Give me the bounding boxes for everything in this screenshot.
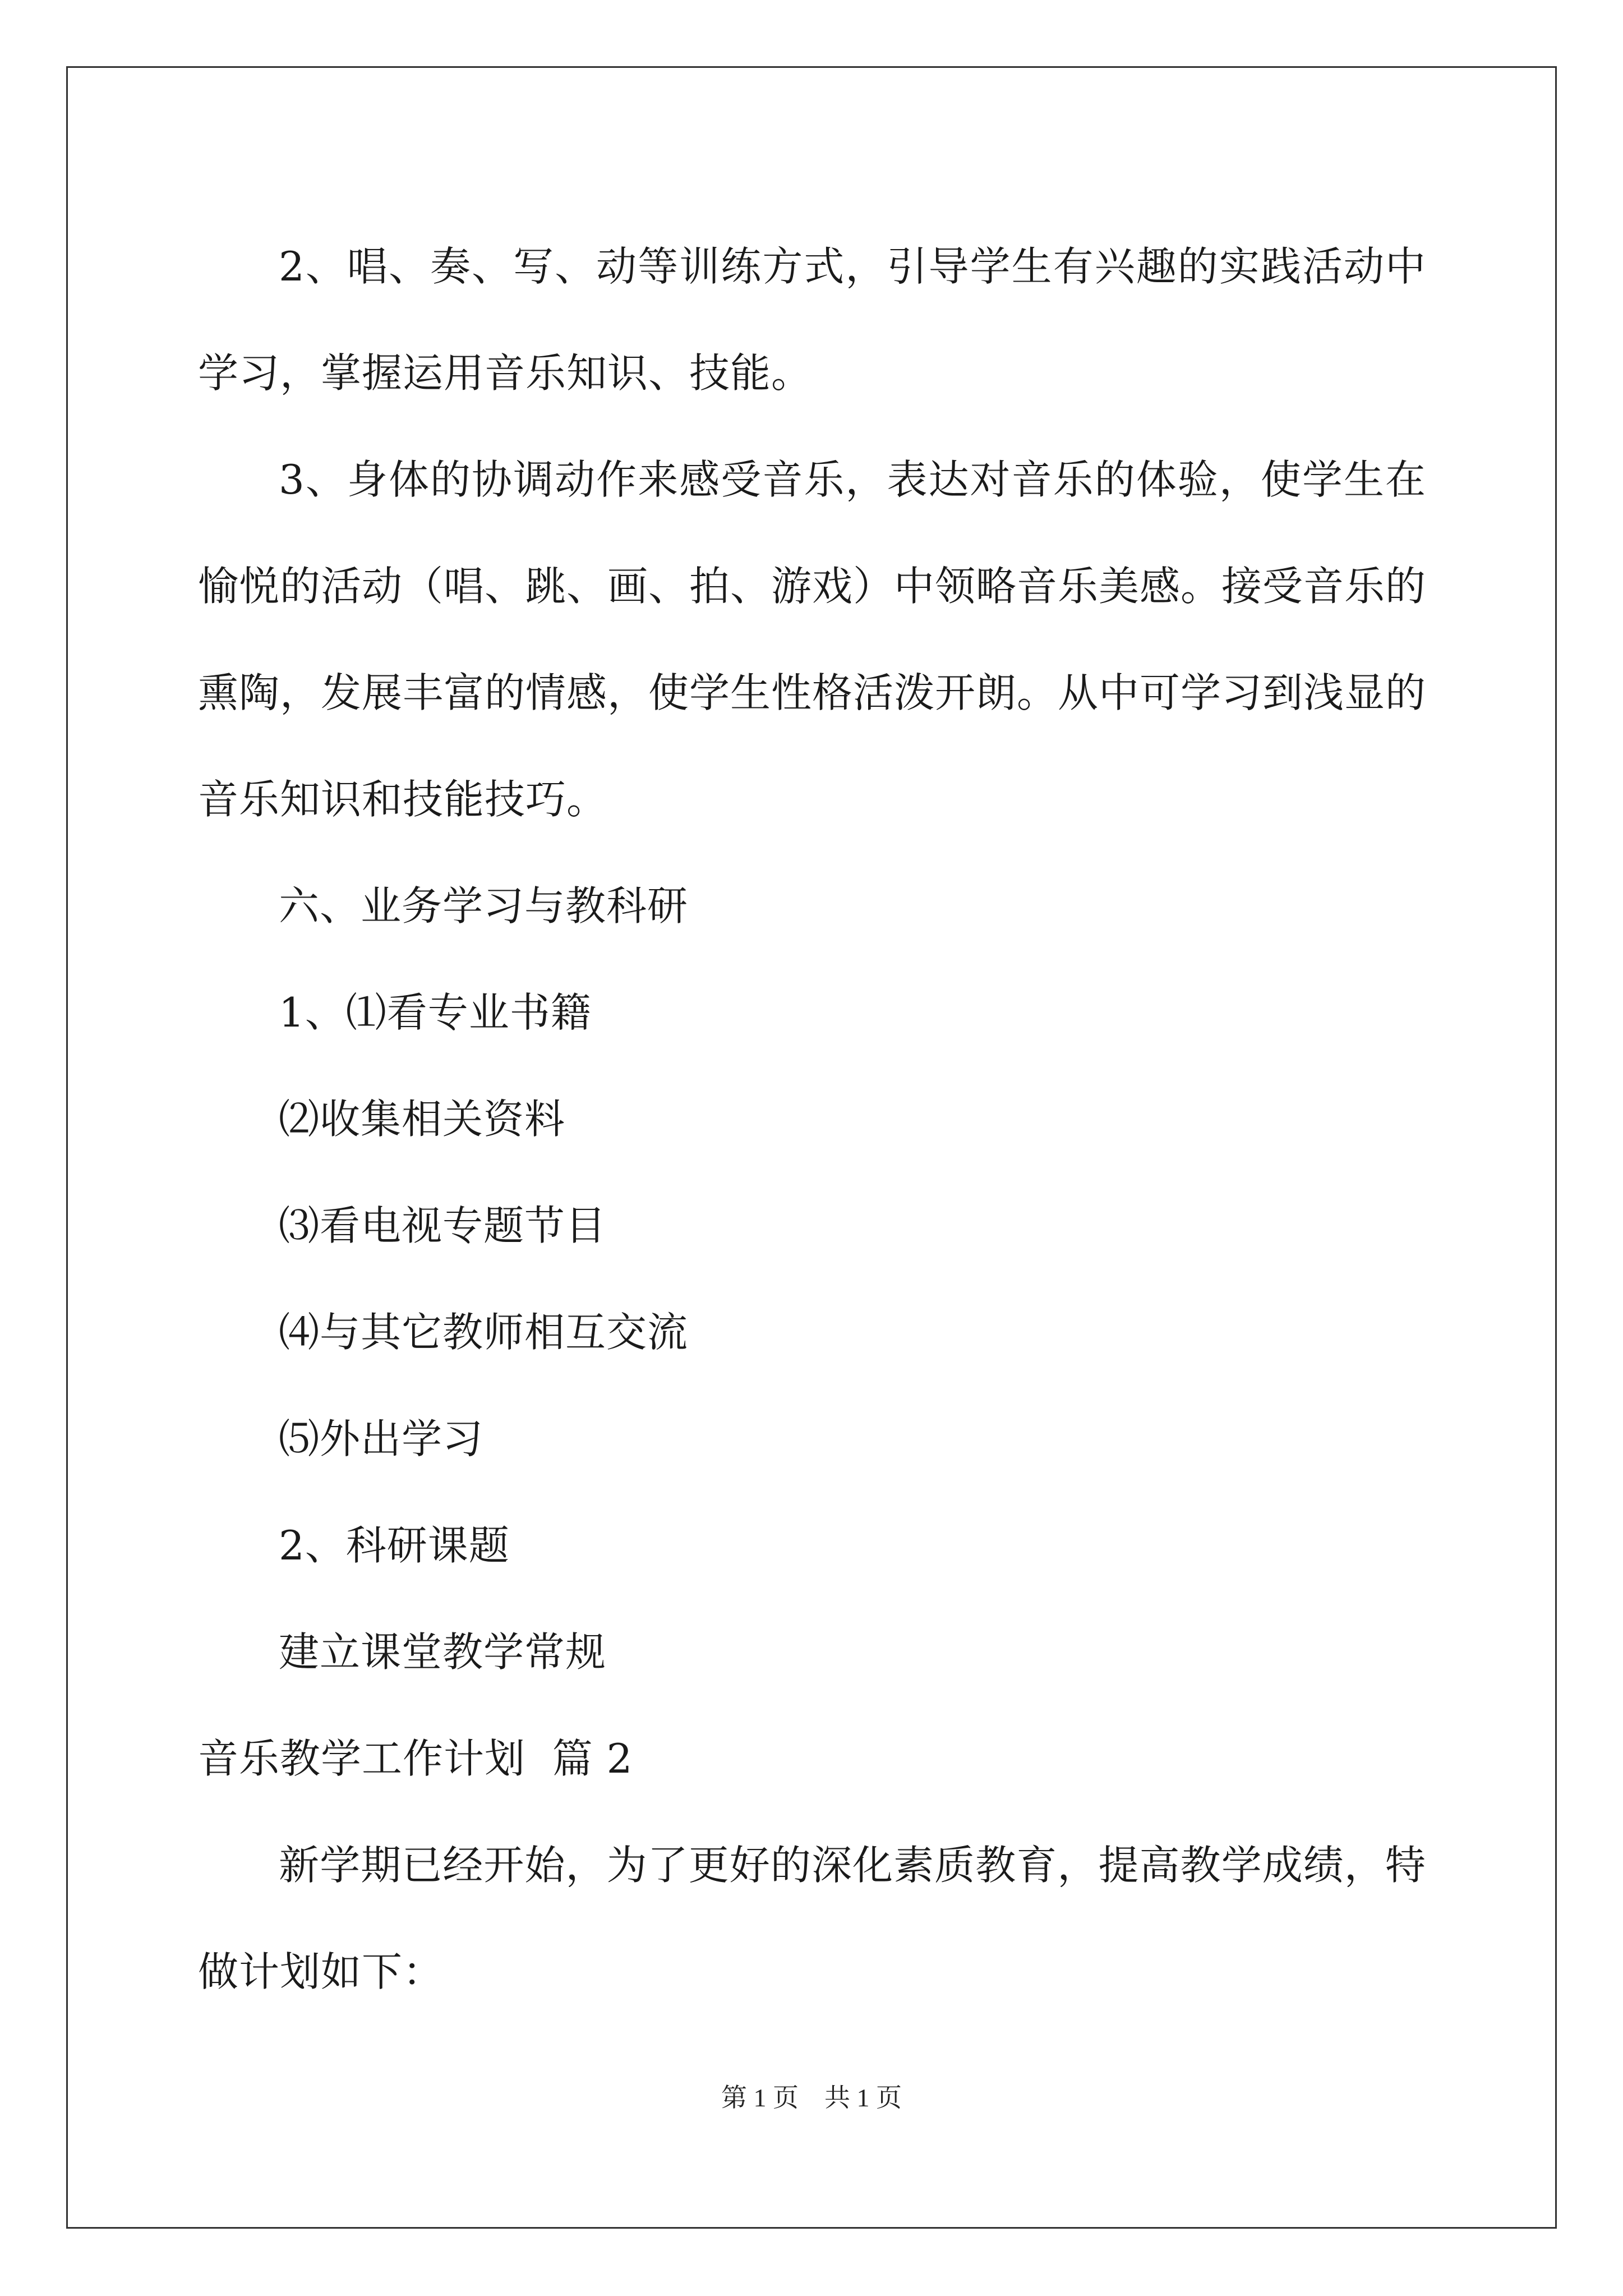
paragraph-new-semester: 新学期已经开始，为了更好的深化素质教育，提高教学成绩，特做计划如下： — [198, 1842, 1426, 1995]
page-number: 第 1 页 — [721, 2083, 799, 2112]
list-item-collect-materials: ⑵收集相关资料 — [279, 1096, 566, 1143]
paragraph-singing-training: 2、唱、奏、写、动等训练方式，引导学生有兴趣的实践活动中学习，掌握运用音乐知识、技能。 — [198, 243, 1426, 397]
paragraph-classroom-routine: 建立课堂教学常规 — [279, 1628, 607, 1676]
list-item-read-books: 1、⑴看专业书籍 — [279, 989, 592, 1036]
page-footer — [0, 2077, 1623, 2114]
list-item-research-topic: 2、科研课题 — [279, 1522, 510, 1569]
list-item-exchange-teachers: ⑷与其它教师相互交流 — [279, 1309, 689, 1356]
list-item-study-outside: ⑸外出学习 — [279, 1415, 484, 1462]
paragraph-body-movement: 3、身体的协调动作来感受音乐，表达对音乐的体验，使学生在愉悦的活动（唱、跳、画、拍、游戏）中领略音乐美感。接受音乐的熏陶，发展丰富的情感，使学生性格活泼开朗。从中可学习到浅显的音乐知识和技能技巧。 — [198, 456, 1427, 823]
document-body — [198, 213, 1426, 2025]
page-total: 共 1 页 — [824, 2083, 902, 2112]
article-title: 音乐教学工作计划 篇 2 — [198, 1735, 633, 1782]
section-heading-professional-study: 六、业务学习与教科研 — [279, 882, 689, 930]
list-item-watch-tv: ⑶看电视专题节目 — [279, 1202, 607, 1249]
